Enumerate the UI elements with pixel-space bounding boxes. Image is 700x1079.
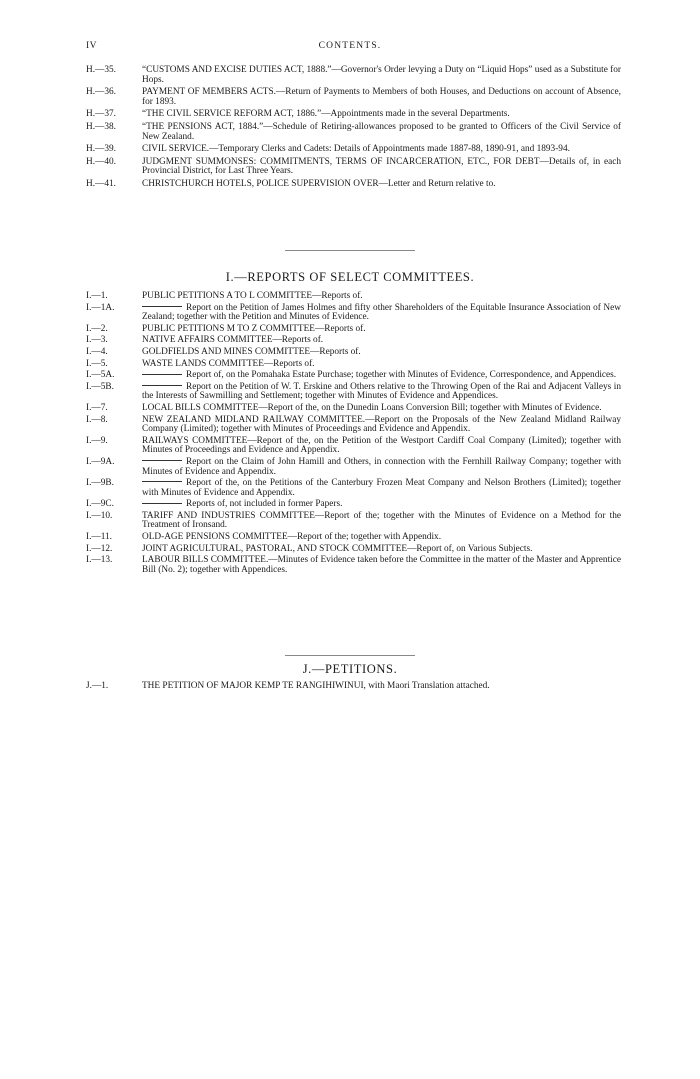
list-item (86, 383, 621, 402)
entry-code: H.—39. (86, 144, 116, 155)
entry-text: NATIVE AFFAIRS COMMITTEE—Reports of. (142, 335, 324, 346)
entry-text: Report on the Petition of W. T. Erskine and Others relative to the Throwing Open of the Rai and Adjacent Valleys in the Interests of Sawmilling and Settlement; together with Minutes of Evidence and Appendices. (142, 381, 621, 402)
list-item (86, 371, 621, 381)
entry-text: RAILWAYS COMMITTEE—Report of the, on the Petition of the Westport Cardiff Coal Company (Limited); together with Minutes of Proceedings and Evidence and Appendix. (142, 435, 621, 456)
list-item (86, 533, 621, 543)
list-item (86, 348, 621, 358)
entry-code: I.—5B. (86, 381, 114, 392)
entry-text: CHRISTCHURCH HOTELS, POLICE SUPERVISION OVER—Letter and Return relative to. (142, 178, 496, 189)
entry-code: I.—13. (86, 555, 113, 566)
list-item (86, 180, 621, 190)
entry-code: I.—8. (86, 414, 108, 425)
entry-code: H.—41. (86, 178, 116, 189)
list-item (86, 545, 621, 555)
list-item (86, 336, 621, 346)
list-item (86, 123, 621, 142)
entry-code: H.—37. (86, 109, 116, 120)
ditto-dash (142, 503, 182, 504)
entry-text: PUBLIC PETITIONS M TO Z COMMITTEE—Reports of. (142, 323, 366, 334)
section-h-list (86, 66, 621, 190)
list-item (86, 556, 621, 575)
entry-code: I.—10. (86, 510, 113, 521)
entry-text: TARIFF AND INDUSTRIES COMMITTEE—Report of the; together with the Minutes of Evidence on a Method for the Treatment of Ironsand. (142, 510, 621, 531)
entry-text: CIVIL SERVICE.—Temporary Clerks and Cadets: Details of Appointments made 1887-88, 1890-91, and 1893-94. (142, 144, 570, 155)
list-item (86, 437, 621, 456)
entry-text: PUBLIC PETITIONS A TO L COMMITTEE—Reports of. (142, 291, 363, 301)
list-item (86, 110, 621, 120)
entry-code: I.—1A. (86, 302, 115, 313)
entry-code: I.—12. (86, 543, 113, 554)
entry-text: Report on the Petition of James Holmes and fifty other Shareholders of the Equitable Insurance Association of New Zealand; together with the Petition and Minutes of Evidence. (142, 302, 621, 323)
section-j-list (86, 682, 621, 692)
entry-text: WASTE LANDS COMMITTEE—Reports of. (142, 358, 315, 369)
entry-code: I.—5A. (86, 370, 115, 381)
section-divider (285, 655, 415, 656)
list-item (86, 512, 621, 531)
section-i-title: I.—REPORTS OF SELECT COMMITTEES. (225, 270, 475, 284)
entry-code: I.—11. (86, 532, 112, 543)
entry-code: I.—2. (86, 323, 108, 334)
entry-text: “THE PENSIONS ACT, 1884.”—Schedule of Retiring-allowances proposed to be granted to Officers of the Civil Service of New Zealand. (142, 121, 621, 142)
entry-text: Report on the Claim of John Hamill and Others, in connection with the Fernhill Railway Company; together with Minutes of Evidence and Appendix. (142, 456, 621, 477)
ditto-dash (142, 481, 182, 482)
list-item (86, 158, 621, 177)
list-item (86, 458, 621, 477)
ditto-dash (142, 306, 182, 307)
entry-code: H.—40. (86, 156, 116, 167)
entry-code: J.—1. (86, 681, 109, 691)
ditto-dash (142, 374, 182, 375)
entry-text: “THE CIVIL SERVICE REFORM ACT, 1886.”—Appointments made in the several Departments. (142, 109, 510, 120)
list-item (86, 360, 621, 370)
ditto-dash (142, 460, 182, 461)
entry-text: JOINT AGRICULTURAL, PASTORAL, AND STOCK COMMITTEE—Report of, on Various Subjects. (142, 543, 533, 554)
entry-code: I.—4. (86, 346, 108, 357)
list-item (86, 145, 621, 155)
list-item (86, 88, 621, 107)
entry-code: I.—9. (86, 435, 108, 446)
list-item (86, 479, 621, 498)
entry-code: H.—38. (86, 121, 116, 132)
list-item (86, 325, 621, 335)
list-item (86, 304, 621, 323)
section-i-list (86, 292, 621, 575)
list-item (86, 292, 621, 302)
entry-code: I.—9B. (86, 478, 114, 489)
list-item (86, 404, 621, 414)
entry-text: PAYMENT OF MEMBERS ACTS.—Return of Payments to Members of both Houses, and Deductions on account of Absence, for 1893. (142, 87, 621, 107)
section-divider (285, 250, 415, 251)
entry-text: THE PETITION OF MAJOR KEMP TE RANGIHIWINUI, with Maori Translation attached. (142, 681, 490, 691)
entry-code: H.—35. (86, 65, 116, 75)
entry-code: I.—3. (86, 335, 108, 346)
entry-text: OLD-AGE PENSIONS COMMITTEE—Report of the; together with Appendix. (142, 532, 442, 543)
entry-text: GOLDFIELDS AND MINES COMMITTEE—Reports of. (142, 346, 361, 357)
ditto-dash (142, 385, 182, 386)
entry-text: “CUSTOMS AND EXCISE DUTIES ACT, 1888.”—Governor's Order levying a Duty on “Liquid Hops” used as a Substitute for Hops. (142, 65, 621, 85)
running-head: CONTENTS. (318, 41, 382, 51)
list-item (86, 66, 621, 85)
entry-text: Report of, on the Pomahaka Estate Purchase; together with Minutes of Evidence, Correspondence, and Appendices. (186, 370, 617, 381)
entry-code: I.—5. (86, 358, 108, 369)
entry-code: I.—7. (86, 402, 108, 413)
section-j-title: J.—PETITIONS. (302, 662, 398, 676)
entry-text: Reports of, not included in former Papers. (186, 499, 343, 510)
entry-code: I.—1. (86, 291, 108, 301)
entry-code: I.—9C. (86, 499, 114, 510)
page-number: IV (86, 41, 98, 51)
entry-text: Report of the, on the Petitions of the Canterbury Frozen Meat Company and Nelson Brothers (Limited); together with Minutes of Evidence and Appendix. (142, 478, 621, 498)
entry-text: JUDGMENT SUMMONSES: COMMITMENTS, TERMS OF INCARCERATION, ETC., FOR DEBT—Details of, in each Provincial District, for Last Three Years. (142, 156, 621, 177)
list-item (86, 416, 621, 435)
entry-text: LOCAL BILLS COMMITTEE—Report of the, on the Dunedin Loans Conversion Bill; together with Minutes of Evidence. (142, 402, 602, 413)
entry-code: I.—9A. (86, 456, 115, 467)
entry-text: NEW ZEALAND MIDLAND RAILWAY COMMITTEE.—Report on the Proposals of the New Zealand Midland Railway Company (Limited); together with Minutes of Proceedings and Evidence and Appendix. (142, 414, 621, 435)
entry-text: LABOUR BILLS COMMITTEE.—Minutes of Evidence taken before the Committee in the matter of the Master and Apprentice Bill (No. 2); together with Appendices. (142, 555, 621, 575)
list-item (86, 682, 621, 692)
list-item (86, 500, 621, 510)
entry-code: H.—36. (86, 87, 116, 98)
